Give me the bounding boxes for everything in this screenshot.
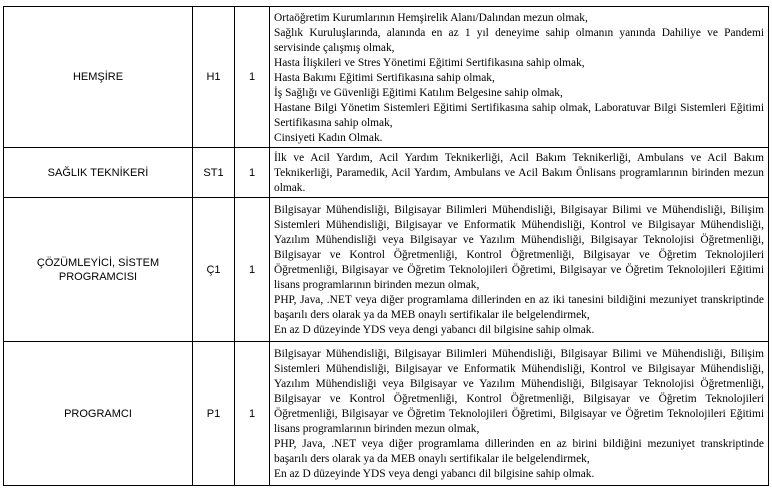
position-code: H1 [193,7,235,148]
requirements-cell [270,7,769,148]
requirement-line: Sağlık Kuruluşlarında, alanında en az 1 yıl deneyime sahip olmanın yanında Dahiliye ve Pandemi servisinde çalışmış olmak, [274,26,764,54]
table-row [4,198,769,342]
requirements-cell [270,148,769,198]
requirement-line: İlk ve Acil Yardım, Acil Yardım Teknikerliği, Acil Bakım Teknikerliği, Ambulans ve Acil Bakım Teknikerliği, Paramedik, Acil Yardım, Ambulans ve Acil Bakım Önlisans programlarının birinden mezun olmak. [274,152,764,194]
requirement-line: Hastane Bilgi Yönetim Sistemleri Eğitimi Sertifikasına sahip olmak, Laboratuvar Bilgi Sistemleri Eğitimi Sertifikasına sahip olmak, [274,101,764,129]
requirement-line: PHP, Java, .NET veya diğer programlama dillerinden en az iki tanesini bildiğini mezuniyet transkriptinde başarılı ders olarak ya da MEB onaylı sertifikalar ile belgelendirmek, [274,294,764,321]
position-code: P1 [193,342,235,486]
position-count: 1 [235,342,270,486]
position-title: PROGRAMCI [4,342,193,486]
position-code: Ç1 [193,198,235,342]
table-row [4,148,769,198]
position-title: ÇÖZÜMLEYİCİ, SİSTEM PROGRAMCISI [4,198,193,342]
position-title: SAĞLIK TEKNİKERİ [4,148,193,198]
requirement-line: Hasta Bakımı Eğitimi Sertifikasına sahip olmak, [274,71,495,84]
table-row [4,7,769,148]
table-row [4,342,769,486]
requirement-line: Bilgisayar Mühendisliği, Bilgisayar Bilimleri Mühendisliği, Bilgisayar Bilimi ve Mühendisliği, Bilişim Sistemleri Mühendisliği, Bilgisayar ve Enformatik Mühendisliği, Kontrol ve Bilgisayar Mühendisliği, Yazılım Mühendisliği veya Bilgisayar ve Yazılım Mühendisliği, Bilgisayar Teknolojisi Öğretmenliği, Bilgisayar ve Kontrol Öğretmenliği, Kontrol Öğretmenliği, Bilgisayar ve Öğretim Teknolojileri Öğretmenliği, Bilgisayar ve Öğretim Teknolojileri Öğretimi, Bilgisayar ve Öğretim Teknolojileri Eğitimi lisans programlarının birinden mezun olmak, [274,348,764,435]
position-count: 1 [235,7,270,148]
requirement-line: Cinsiyeti Kadın Olmak. [274,131,383,144]
requirement-line: İş Sağlığı ve Güvenliği Eğitimi Katılım Belgesine sahip olmak, [274,86,563,99]
requirements-table [3,6,769,486]
position-count: 1 [235,148,270,198]
position-title: HEMŞİRE [4,7,193,148]
position-code: ST1 [193,148,235,198]
requirements-cell [270,198,769,342]
requirement-line: Ortaöğretim Kurumlarının Hemşirelik Alanı/Dalından mezun olmak, [274,11,588,24]
requirement-line: Bilgisayar Mühendisliği, Bilgisayar Bilimleri Mühendisliği, Bilgisayar Bilimi ve Mühendisliği, Bilişim Sistemleri Mühendisliği, Bilgisayar ve Enformatik Mühendisliği, Kontrol ve Bilgisayar Mühendisliği, Yazılım Mühendisliği veya Bilgisayar ve Yazılım Mühendisliği, Bilgisayar Teknolojisi Öğretmenliği, Bilgisayar ve Kontrol Öğretmenliği, Kontrol Öğretmenliği, Bilgisayar ve Öğretim Teknolojileri Öğretmenliği, Bilgisayar ve Öğretim Teknolojileri Öğretimi, Bilgisayar ve Öğretim Teknolojileri Eğitimi lisans programlarının birinden mezun olmak, [274,204,764,291]
position-count: 1 [235,198,270,342]
requirement-line: Hasta İlişkileri ve Stres Yönetimi Eğitimi Sertifikasına sahip olmak, [274,56,585,69]
requirement-line: En az D düzeyinde YDS veya dengi yabancı dil bilgisine sahip olmak. [274,324,595,336]
requirements-cell [270,342,769,486]
requirement-line: PHP, Java, .NET veya diğer programlama dillerinden en az birini bildiğini mezuniyet transkriptinde başarılı ders olarak ya da MEB onaylı sertifikalar ile belgelendirmek, [274,438,764,465]
requirement-line: En az D düzeyinde YDS veya dengi yabancı dil bilgisine sahip olmak. [274,468,595,480]
